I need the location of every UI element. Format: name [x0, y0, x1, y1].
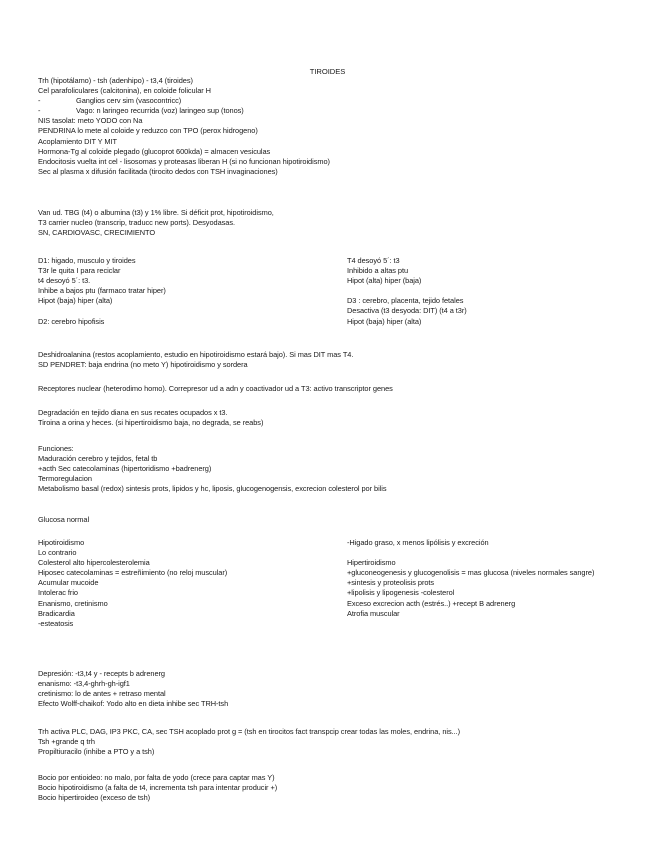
text-line: enanismo: -t3,4-ghrh-gh-igf1 [38, 679, 130, 689]
text-line: Tiroina a orina y heces. (si hipertiroidismo baja, no degrada, se reabs) [38, 418, 264, 428]
text-line: Hiposec catecolaminas = estreñimiento (no reloj muscular) [38, 568, 228, 578]
bullet-dash: - [38, 96, 41, 106]
degradation-section [38, 408, 263, 428]
text-line: Trh (hipotálamo) - tsh (adenhipo) - t3,4 (tiroides) [38, 76, 193, 85]
text-line: -Higado graso, x menos lipólisis y excreción [347, 538, 489, 547]
text-line: Colesterol alto hipercolesterolemia [38, 558, 150, 568]
hyperthyroidism-column [347, 538, 612, 619]
text-line: Hipertiroidismo [347, 558, 396, 568]
bullet-dash: - [38, 106, 41, 116]
glucose-line [38, 515, 89, 525]
text-line: Bocio hipotiroidismo (a falta de t4, incrementa tsh para intentar producir +) [38, 783, 278, 793]
text-line: Hipotiroidismo [38, 538, 85, 547]
text-line: Termoregulacion [38, 474, 92, 484]
text-line: Bocio por entioideo: no malo, por falta de yodo (crece para captar mas Y) [38, 773, 275, 782]
text-line: T3r le quita I para reciclar [38, 266, 121, 276]
text-line: Exceso excrecion acth (estrés..) +recept B adrenerg [347, 598, 516, 608]
text-line: Glucosa normal [38, 515, 90, 524]
text-line: t4 desoyó 5´: t3. [38, 276, 91, 286]
intro-section [38, 76, 330, 177]
text-line: D2: cerebro hipofisis [38, 316, 105, 326]
text-line: Intolerac frio [38, 588, 78, 598]
text-line: Inhibe a bajos ptu (farmaco tratar hiper) [38, 286, 166, 296]
text-line: Efecto Wolff-chaikof: Yodo alto en dieta inhibe sec TRH-tsh [38, 699, 229, 709]
deiodinase-left-column [38, 256, 166, 327]
text-line: Bocio hipertiroideo (exceso de tsh) [38, 793, 151, 803]
text-line: Funciones: [38, 444, 74, 453]
text-line: T3 carrier nucleo (transcrip, traducc new ports). Desyodasas. [38, 218, 235, 228]
text-line: Trh activa PLC, DAG, IP3 PKC, CA, sec TSH acoplado prot g = (tsh en tirocitos fact transpcip crear todas las moles, endrina, nis...) [38, 727, 461, 736]
text-line: -esteatosis [38, 618, 74, 628]
bullet-text: Ganglios cerv sim (vasocontricc) [76, 96, 182, 106]
text-line: Sec al plasma x difusión facilitada (tirocito dedos con TSH invaginaciones) [38, 166, 278, 176]
text-line: Acoplamiento DIT Y MIT [38, 136, 117, 146]
text-line: Endocitosis vuelta int cel - lisosomas y proteasas liberan H (si no funcionan hipotiroidismo) [38, 156, 330, 166]
trh-section [38, 727, 460, 757]
text-line: Acumular mucoide [38, 578, 99, 588]
goiter-section [38, 773, 277, 803]
text-line: PENDRINA lo mete al coloide y reduzco con TPO (perox hidrogeno) [38, 126, 258, 136]
deshidroalanina-section [38, 350, 353, 370]
text-line: Metabolismo basal (redox) sintesis prots, lipidos y hc, liposis, glucogenogensis, excrecion colesterol por bilis [38, 484, 387, 494]
deiodinase-right-column [347, 256, 467, 327]
text-line: Enanismo, cretinismo [38, 598, 108, 608]
text-line: cretinismo: lo de antes + retraso mental [38, 689, 166, 699]
text-line: Atrofia muscular [347, 608, 400, 618]
text-line: Cel parafoliculares (calcitonina), en coloide folicular H [38, 86, 211, 96]
text-line: SD PENDRET: baja endrina (no meto Y) hipotiroidismo y sordera [38, 360, 248, 370]
text-line: D3 : cerebro, placenta, tejido fetales [347, 296, 464, 306]
text-line: Lo contrario [38, 548, 77, 558]
text-line: Inhibido a altas ptu [347, 266, 409, 276]
text-line: Deshidroalanina (restos acoplamiento, estudio en hipotiroidismo estará bajo). Si mas DIT mas T4. [38, 350, 354, 359]
text-line: Maduración cerebro y tejidos, fetal tb [38, 454, 158, 464]
text-line: +sintesis y proteolisis prots [347, 578, 435, 588]
functions-section [38, 444, 387, 494]
text-line: SN, CARDIOVASC, CRECIMIENTO [38, 228, 156, 238]
text-line: Hipot (baja) hiper (alta) [38, 296, 113, 306]
text-line: D1: higado, musculo y tiroides [38, 256, 136, 265]
text-line: Van ud. TBG (t4) o albumina (t3) y 1% libre. Si déficit prot, hipotiroidismo, [38, 208, 274, 217]
text-line: Degradación en tejido diana en sus recates ocupados x t3. [38, 408, 228, 417]
hypothyroidism-column [38, 538, 227, 629]
text-line: Hormona-Tg al coloide plegado (glucoprot 600kda) = almacen vesiculas [38, 146, 271, 156]
text-line: +gluconeogenesis y glucogenolisis = mas glucosa (niveles normales sangre) [347, 568, 595, 578]
text-line: NIS tasolat: meto YODO con Na [38, 116, 143, 126]
text-line: +lipolisis y lipogenesis -colesterol [347, 588, 455, 598]
bullet-item [38, 96, 330, 106]
text-line: T4 desoyó 5´: t3 [347, 256, 400, 265]
text-line: Tsh +grande q trh [38, 737, 95, 747]
text-line: Receptores nuclear (heterodimo homo). Correpresor ud a adn y coactivador ud a T3: activo transcriptor genes [38, 384, 393, 393]
receptors-section [38, 384, 393, 394]
transport-section [38, 208, 274, 238]
depression-section [38, 669, 228, 709]
text-line: +acth Sec catecolaminas (hipertoridismo +badrenerg) [38, 464, 212, 474]
text-line: Hipot (alta) hiper (baja) [347, 276, 422, 286]
text-line: Bradicardia [38, 608, 75, 618]
bullet-text: Vago: n laringeo recurrida (voz) laringeo sup (tonos) [76, 106, 244, 116]
bullet-item [38, 106, 330, 116]
text-line: Desactiva (t3 desyoda: DIT) (t4 a t3r) [347, 306, 467, 316]
text-line: Propiltiuracilo (inhibe a PTO y a tsh) [38, 747, 155, 757]
text-line: Depresión: -t3,t4 y - recepts b adrenerg [38, 669, 165, 678]
text-line: Hipot (baja) hiper (alta) [347, 316, 422, 326]
document-title: TIROIDES [309, 67, 346, 76]
